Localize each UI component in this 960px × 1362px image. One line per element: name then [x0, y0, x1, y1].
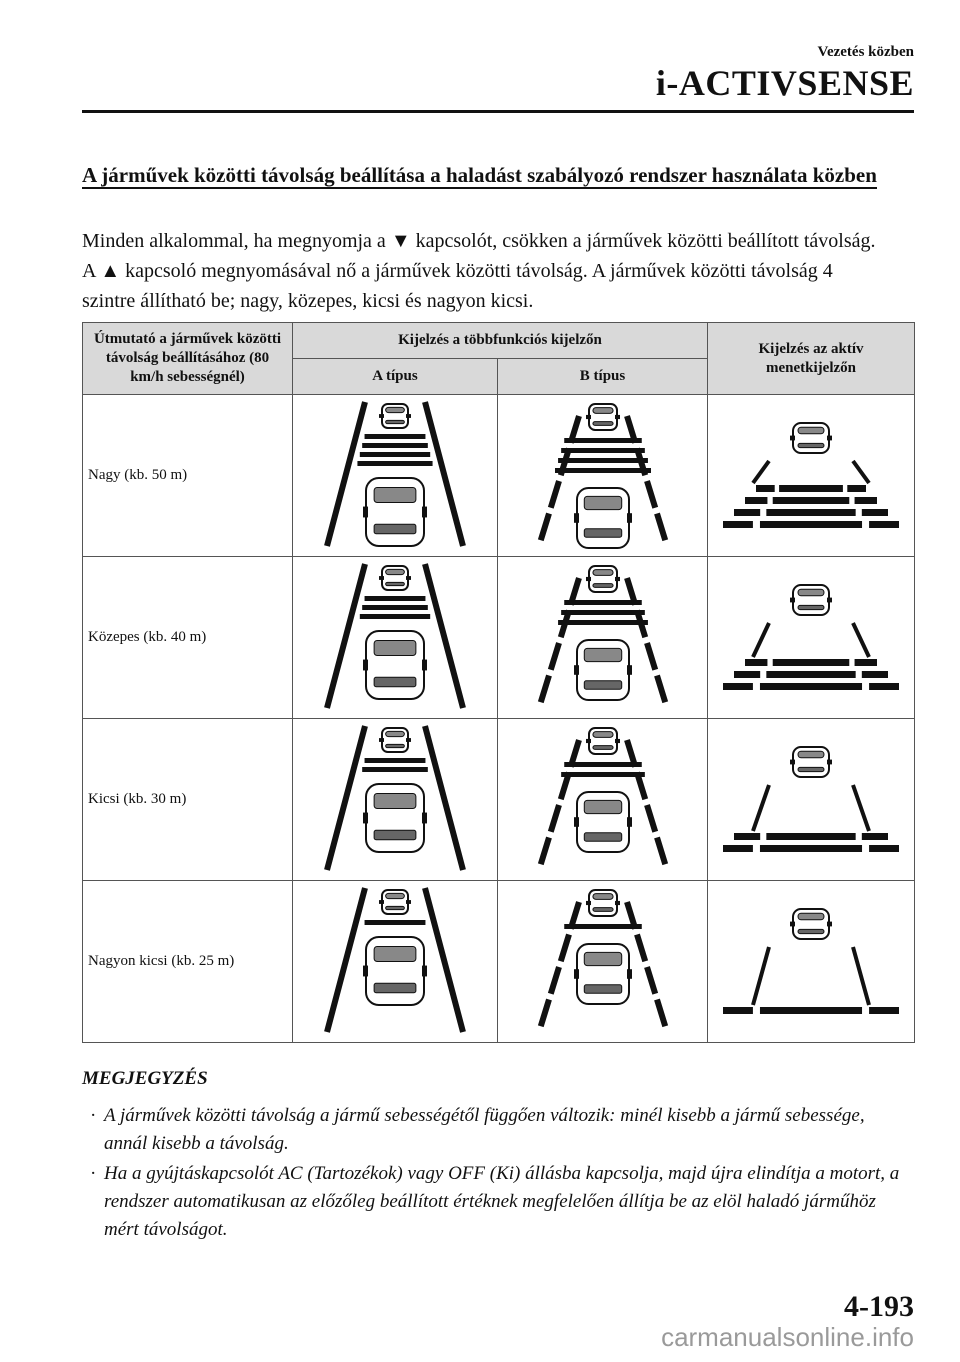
active-driving-display-icon — [711, 411, 911, 541]
distance-bar — [745, 497, 877, 504]
type-a-display-icon — [295, 396, 495, 556]
distance-label: Nagy (kb. 50 m) — [83, 395, 293, 557]
note-item-text: Ha a gyújtáskapcsolót AC (Tartozékok) vagy OFF (Ki) állásba kapcsolja, majd újra elindítja a motort, a rendszer automatikusan az előzőleg beállított értéknek megfelelően állítja be az elöl haladó járműhöz mért távolságot. — [104, 1163, 900, 1240]
distance-bar — [360, 614, 430, 619]
distance-bar — [564, 762, 642, 767]
distance-bar — [723, 683, 899, 690]
distance-bar — [734, 833, 888, 840]
lane-line-right — [425, 888, 463, 1032]
distance-row — [83, 881, 915, 1043]
intro-paragraph — [82, 226, 882, 316]
lane-line-left — [327, 726, 365, 870]
lane-line-right — [425, 726, 463, 870]
display-cell — [708, 557, 915, 719]
lane-line-left — [753, 785, 769, 831]
col-active-header: Kijelzés az aktív menetkijelzőn — [708, 323, 915, 395]
distance-bar — [561, 610, 645, 615]
lead-car-icon — [586, 404, 620, 430]
watermark: carmanualsonline.info — [661, 1322, 914, 1352]
type-a-display-icon — [295, 882, 495, 1042]
lane-line-right — [853, 461, 869, 483]
lane-line-right — [853, 785, 869, 831]
lane-line-left — [327, 888, 365, 1032]
type-b-display-icon — [503, 720, 703, 880]
distance-bar — [362, 443, 428, 448]
distance-bar — [734, 671, 888, 678]
own-car-icon — [574, 944, 632, 1004]
distance-bar — [561, 448, 645, 453]
distance-row — [83, 719, 915, 881]
distance-bar — [360, 452, 430, 457]
display-cell — [498, 557, 708, 719]
up-arrow-icon: ▲ — [100, 260, 121, 282]
lane-line-left — [539, 740, 579, 870]
lead-car-icon — [790, 585, 832, 615]
distance-bar — [365, 758, 426, 763]
lead-car-icon — [586, 890, 620, 916]
distance-bar — [564, 924, 642, 929]
lane-line-left — [539, 416, 579, 546]
lane-line-right — [627, 740, 667, 870]
active-driving-display-icon — [711, 573, 911, 703]
lane-line-right — [627, 902, 667, 1032]
header-title: i-ACTIVSENSE — [655, 63, 914, 103]
type-b-display-icon — [503, 396, 703, 556]
distance-bar — [564, 438, 642, 443]
col-guide-header: Útmutató a járművek közötti távolság beállításához (80 km/h sebességnél) — [83, 323, 293, 395]
distance-bar — [558, 458, 648, 463]
own-car-icon — [363, 784, 427, 852]
distance-label: Kicsi (kb. 30 m) — [83, 719, 293, 881]
own-car-icon — [574, 640, 632, 700]
lead-car-icon — [379, 404, 411, 428]
intro-part3: kapcsoló megnyomásával nő a járművek közötti távolság. A járművek közötti távolság 4 szintre állítható be; nagy, közepes, kicsi és nagyon kicsi. — [82, 260, 833, 312]
own-car-icon — [574, 488, 632, 548]
distance-bar — [555, 468, 651, 473]
distance-bar — [561, 772, 645, 777]
own-car-icon — [363, 478, 427, 546]
display-cell — [708, 881, 915, 1043]
intro-part2: kapcsolót, csökken a járművek közötti beállított távolság. A — [82, 230, 876, 282]
display-cell — [293, 395, 498, 557]
display-cell — [293, 557, 498, 719]
type-b-display-icon — [503, 558, 703, 718]
distance-bar — [745, 659, 877, 666]
display-cell — [498, 395, 708, 557]
section-heading-text: A járművek közötti távolság beállítása a haladást szabályozó rendszer használata közben — [82, 163, 877, 187]
display-cell — [708, 395, 915, 557]
lane-line-left — [753, 947, 769, 1005]
distance-label: Nagyon kicsi (kb. 25 m) — [83, 881, 293, 1043]
header-section: Vezetés közben — [817, 44, 914, 60]
lane-line-right — [853, 947, 869, 1005]
lane-line-right — [853, 623, 869, 657]
lead-car-icon — [379, 566, 411, 590]
own-car-icon — [574, 792, 632, 852]
type-a-display-icon — [295, 720, 495, 880]
lead-car-icon — [586, 728, 620, 754]
distance-bar — [357, 461, 432, 466]
distance-bar — [723, 845, 899, 852]
distance-bar — [365, 596, 426, 601]
distance-table — [82, 322, 915, 1043]
lead-car-icon — [790, 909, 832, 939]
distance-label: Közepes (kb. 40 m) — [83, 557, 293, 719]
distance-bar — [558, 620, 648, 625]
display-cell — [498, 719, 708, 881]
note-title: MEGJEGYZÉS — [82, 1068, 208, 1089]
type-a-display-icon — [295, 558, 495, 718]
lead-car-icon — [586, 566, 620, 592]
own-car-icon — [363, 937, 427, 1005]
distance-bar — [365, 434, 426, 439]
col-type-a-header: A típus — [293, 359, 498, 395]
distance-bar — [365, 920, 426, 925]
lead-car-icon — [790, 747, 832, 777]
lane-line-right — [425, 564, 463, 708]
col-multi-header: Kijelzés a többfunkciós kijelzőn — [293, 323, 708, 359]
note-list — [82, 1102, 912, 1246]
note-item: · A járművek közötti távolság a jármű sebességétől függően változik: minél kisebb a jármű sebessége, annál kisebb a távolság. — [90, 1105, 865, 1154]
display-cell — [708, 719, 915, 881]
lane-line-left — [753, 623, 769, 657]
active-driving-display-icon — [711, 897, 911, 1027]
type-b-display-icon — [503, 882, 703, 1042]
distance-row — [83, 557, 915, 719]
display-cell — [293, 881, 498, 1043]
lane-line-right — [425, 402, 463, 546]
section-heading — [82, 160, 882, 190]
distance-bar — [564, 600, 642, 605]
distance-bar — [362, 767, 428, 772]
col-type-b-header: B típus — [498, 359, 708, 395]
down-arrow-icon: ▼ — [390, 230, 411, 252]
lane-line-left — [753, 461, 769, 483]
distance-bar — [723, 521, 899, 528]
distance-bar — [734, 509, 888, 516]
lead-car-icon — [790, 423, 832, 453]
lead-car-icon — [379, 728, 411, 752]
lane-line-right — [627, 416, 667, 546]
intro-part1: Minden alkalommal, ha megnyomja a — [82, 230, 391, 252]
own-car-icon — [363, 631, 427, 699]
note-item-text: A járművek közötti távolság a jármű sebességétől függően változik: minél kisebb a jármű sebessége, annál kisebb a távolság. — [104, 1105, 865, 1154]
distance-row — [83, 395, 915, 557]
display-cell — [293, 719, 498, 881]
lane-line-left — [539, 578, 579, 708]
note-item: · Ha a gyújtáskapcsolót AC (Tartozékok) vagy OFF (Ki) állásba kapcsolja, majd újra elindítja a motort, a rendszer automatikusan az előzőleg beállított értéknek megfelelően állítja be az elöl haladó járműhöz mért távolságot. — [90, 1163, 900, 1240]
lane-line-right — [627, 578, 667, 708]
distance-bar — [756, 485, 866, 492]
lane-line-left — [327, 402, 365, 546]
lead-car-icon — [379, 890, 411, 914]
active-driving-display-icon — [711, 735, 911, 865]
lane-line-left — [327, 564, 365, 708]
lane-line-left — [539, 902, 579, 1032]
distance-bar — [723, 1007, 899, 1014]
display-cell — [498, 881, 708, 1043]
distance-bar — [362, 605, 428, 610]
header-rule — [82, 110, 914, 113]
page-number: 4-193 — [844, 1290, 914, 1323]
